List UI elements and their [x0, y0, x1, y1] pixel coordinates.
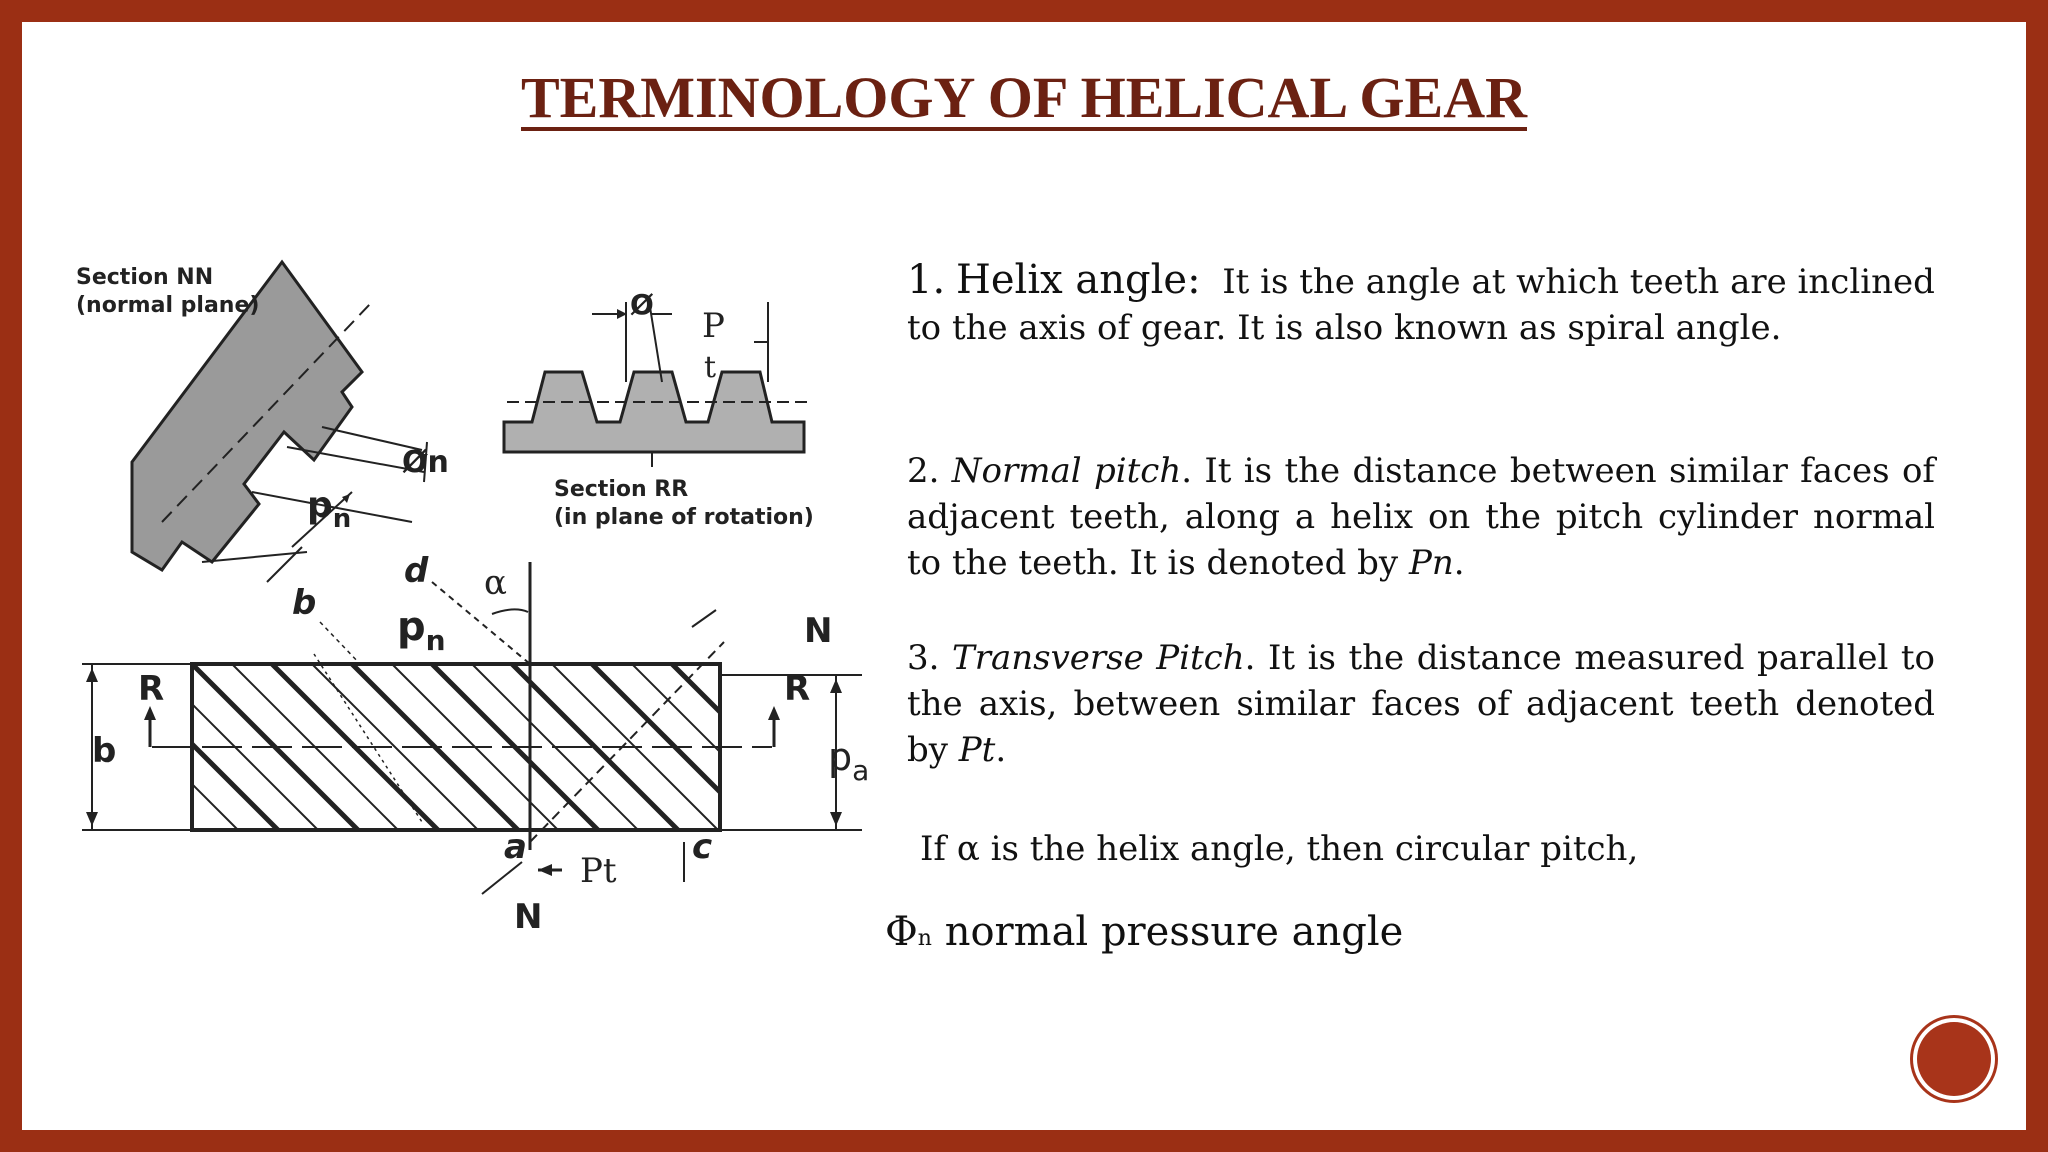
- r-right-label: R: [784, 669, 811, 709]
- pressure-angle-sub: n: [917, 926, 932, 951]
- pa-sub: a: [852, 754, 870, 787]
- transverse-pitch-number: 3.: [907, 638, 940, 678]
- transverse-pitch-end: .: [995, 730, 1007, 770]
- b-top-label: b: [292, 583, 317, 623]
- section-nn-label-line1: Section NN: [76, 265, 214, 290]
- helix-colon: :: [1187, 257, 1201, 303]
- pn-label-face: [397, 604, 446, 657]
- pt-stacked-p: P: [702, 306, 725, 346]
- helix-angle-paragraph: [907, 257, 1935, 351]
- helical-gear-diagram: [52, 222, 892, 942]
- section-nn-figure: [76, 262, 449, 582]
- phi-n-label: [402, 445, 449, 480]
- slide-badge-circle: [1917, 1022, 1991, 1096]
- d-label: d: [404, 551, 429, 591]
- section-rr-body: [504, 372, 804, 452]
- phi-n-text: Øn: [402, 445, 449, 480]
- b-left-label: b: [92, 731, 117, 771]
- c-label: c: [692, 827, 713, 867]
- normal-pitch-text: . It is the distance between similar faces of adjacent teeth, along a helix on the pitch cylinder normal to the teeth. It is denoted by: [907, 451, 1936, 583]
- transverse-pitch-paragraph: [907, 635, 1935, 773]
- pn-nn-p: p: [307, 485, 333, 526]
- slide-title: TERMINOLOGY OF HELICAL GEAR: [521, 65, 1527, 130]
- normal-pitch-paragraph: [907, 448, 1935, 586]
- slide: [22, 22, 2026, 1130]
- n-top-label: N: [804, 611, 833, 651]
- pn-face-sub: n: [425, 624, 446, 657]
- normal-pitch-term: Normal pitch: [951, 451, 1182, 491]
- transverse-pitch-term: Transverse Pitch: [952, 638, 1245, 678]
- normal-pitch-number: 2.: [907, 451, 940, 491]
- pressure-angle-text: normal pressure angle: [944, 909, 1404, 955]
- helix-text: It is the angle at which teeth are inclined to the axis of gear. It is also known as spiral angle.: [907, 262, 1935, 348]
- pressure-angle-line: [885, 907, 1403, 964]
- transverse-pitch-text: . It is the distance measured parallel to the axis, between similar faces of adjacent teeth denoted by: [907, 638, 1936, 770]
- pa-p: p: [828, 735, 853, 779]
- transverse-pitch-symbol: Pt: [958, 730, 996, 770]
- section-rr-label-line1: Section RR: [554, 477, 689, 502]
- pn-face-p: p: [397, 604, 426, 650]
- normal-pitch-symbol: Pn: [1408, 543, 1454, 583]
- n-bottom-label: N: [514, 897, 543, 937]
- phi-label-rr: Ø: [630, 288, 654, 321]
- pt-bottom-label: Pt: [580, 851, 617, 891]
- pa-label: [828, 735, 869, 787]
- gear-face-figure: [72, 551, 869, 937]
- section-rr-figure: [504, 288, 814, 530]
- pn-nn-sub: n: [332, 504, 352, 534]
- r-left-label: R: [138, 669, 165, 709]
- pt-stacked-t: t: [704, 350, 717, 385]
- alpha-label: α: [484, 563, 507, 603]
- pressure-angle-symbol: Φ: [885, 909, 918, 955]
- section-rr-label-line2: (in plane of rotation): [554, 505, 814, 530]
- a-label: a: [504, 827, 527, 867]
- circular-pitch-line: If α is the helix angle, then circular pitch,: [920, 829, 1639, 869]
- section-nn-label-line2: (normal plane): [76, 293, 260, 318]
- helix-term: Helix angle: [955, 257, 1188, 303]
- helix-number: 1.: [907, 257, 946, 303]
- normal-pitch-end: .: [1453, 543, 1465, 583]
